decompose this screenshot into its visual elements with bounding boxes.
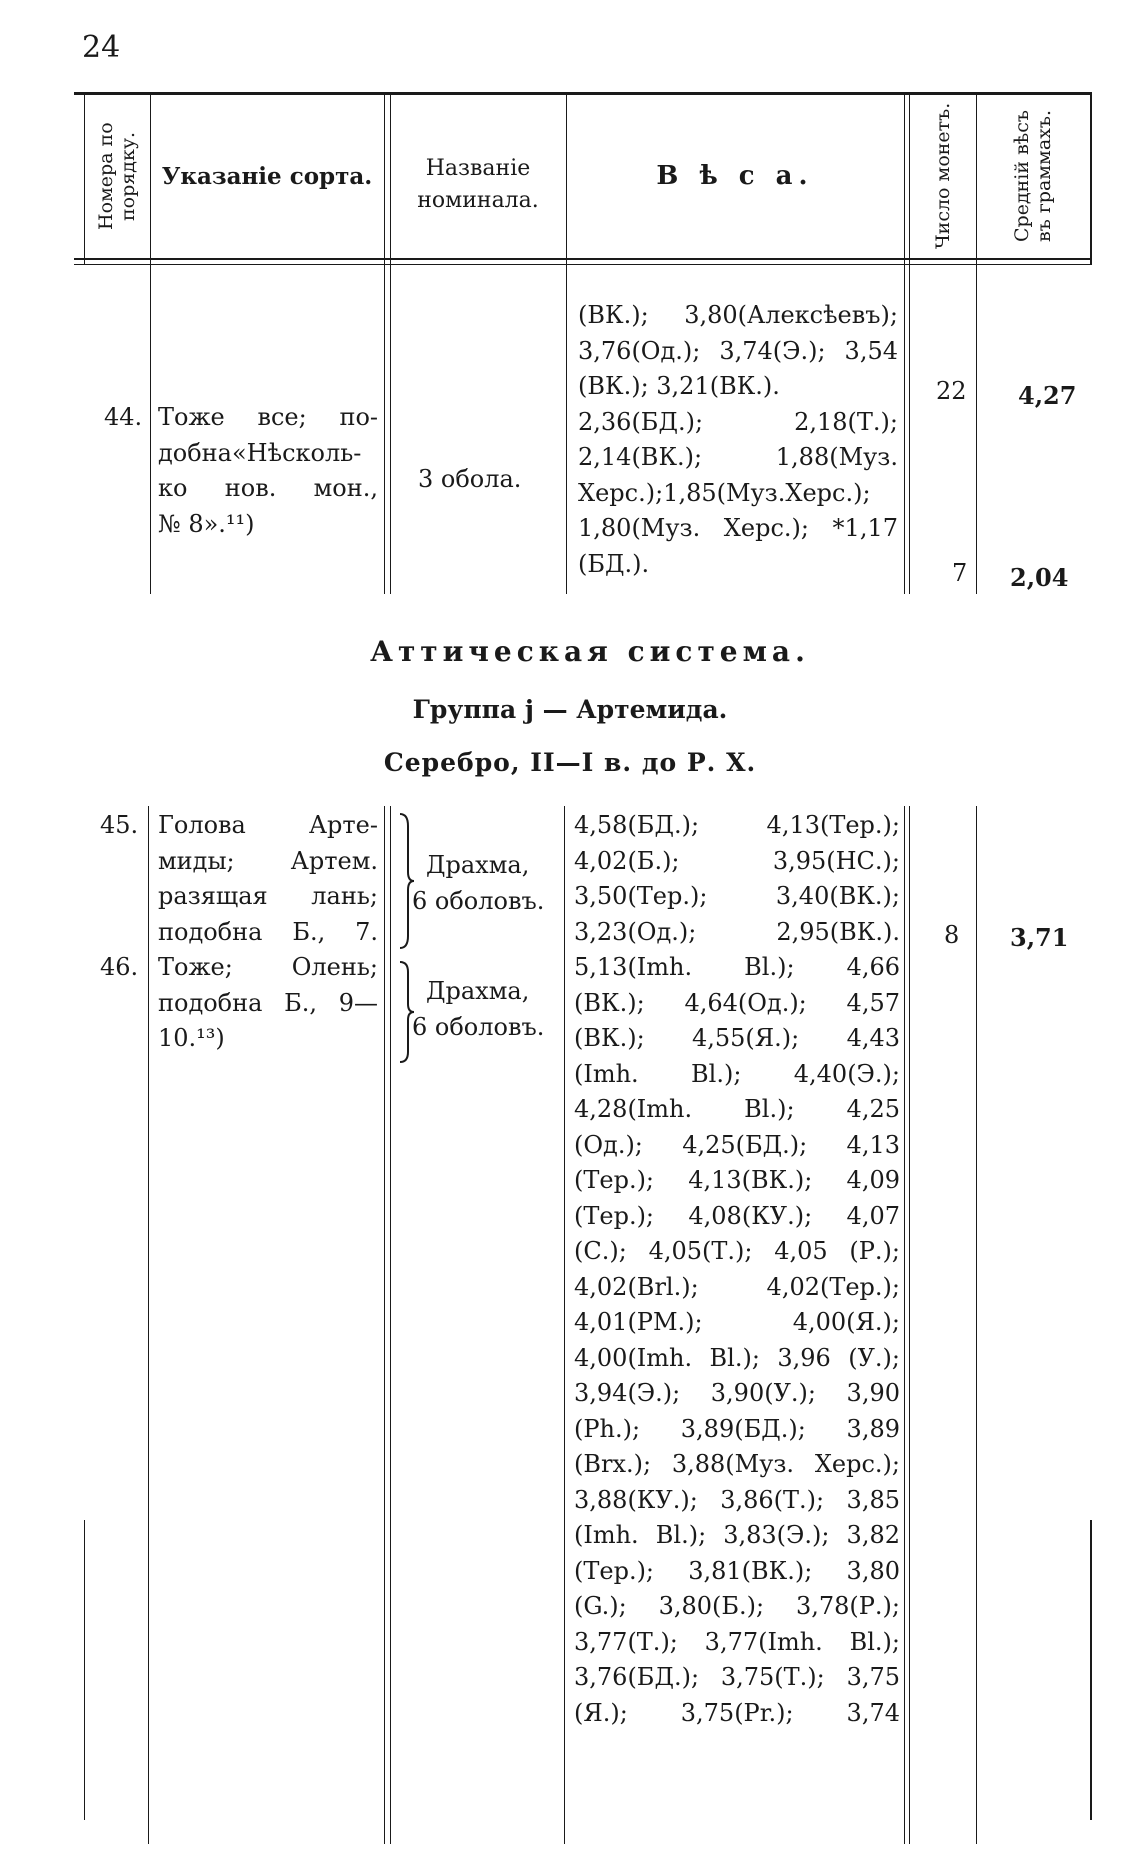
weight-line: (Тер.); 4,13(ВК.); 4,09	[574, 1166, 900, 1194]
weight-line: (БД.).	[578, 549, 650, 578]
weight-line: (Imh. Bl.); 3,83(Э.); 3,82	[574, 1521, 900, 1549]
row-45-number: 45.	[100, 811, 139, 839]
denomination-line: 6 оболовъ.	[412, 1012, 545, 1041]
table-left-rule-lower	[84, 1520, 85, 1820]
row-46-brace	[394, 960, 414, 1064]
row-45-sort-line: Голова Арте-	[158, 811, 378, 839]
row-45-sort-line: подобна Б., 7.	[158, 917, 378, 946]
page-number: 24	[82, 30, 121, 65]
weight-line: 4,58(БД.); 4,13(Тер.);	[574, 811, 900, 839]
weight-line: 1,80(Муз. Херс.); *1,17	[578, 514, 898, 542]
col-rule-1-lower	[148, 806, 149, 1844]
row-44-average-a: 4,27	[1018, 381, 1077, 410]
row-44-number: 44.	[104, 403, 143, 431]
col-rule-3	[566, 94, 567, 594]
weight-line: (ВК.); 3,80(Алексѣевъ);	[578, 301, 898, 329]
row-45-sort	[158, 808, 378, 950]
row-46-sort-line: Тоже; Олень;	[158, 953, 378, 981]
section-group-heading: Группа ϳ — Артемида.	[412, 695, 728, 724]
col-rule-2a	[384, 94, 385, 594]
col-rule-5-lower	[976, 806, 977, 1844]
row-44-sort-line: № 8».¹¹)	[158, 509, 255, 538]
header-bottom-rule	[74, 258, 1092, 260]
weight-line: 3,77(Т.); 3,77(Imh. Bl.);	[574, 1627, 900, 1656]
weight-line: 4,02(Б.); 3,95(НС.);	[574, 846, 900, 875]
row-46-sort-line: подобна Б., 9—	[158, 988, 378, 1017]
group-average: 3,71	[1010, 923, 1069, 952]
row-44-sort-line: Тоже все; по-	[158, 403, 378, 431]
weight-line: 3,50(Тер.); 3,40(ВК.);	[574, 882, 900, 910]
col-rule-2b	[390, 94, 391, 594]
row-45-sort-line: разящая лань;	[158, 882, 378, 910]
weight-line: (ВК.); 3,21(ВК.).	[578, 372, 780, 400]
denomination-line: Драхма,	[426, 977, 530, 1005]
row-44-sort	[158, 400, 378, 542]
row-44-sort-line: ко нов. мон.,	[158, 474, 378, 502]
table-top-rule	[74, 92, 1092, 95]
group-count: 8	[944, 921, 960, 949]
section-system-heading: Аттическая система.	[370, 635, 810, 668]
weight-line: (Imh. Bl.); 4,40(Э.);	[574, 1059, 900, 1088]
weight-line: 4,00(Imh. Bl.); 3,96 (У.);	[574, 1343, 900, 1372]
weight-line: 3,88(КУ.); 3,86(Т.); 3,85	[574, 1485, 900, 1514]
weight-line: 3,76(БД.); 3,75(Т.); 3,75	[574, 1663, 900, 1691]
row-46-number: 46.	[100, 953, 139, 981]
row-46-sort	[158, 950, 378, 1057]
row-45-brace	[394, 812, 414, 950]
weight-line: 4,01(РМ.); 4,00(Я.);	[574, 1308, 900, 1336]
col-rule-3-lower	[564, 806, 565, 1844]
weight-line: 3,23(Од.); 2,95(ВК.).	[574, 917, 900, 946]
col-rule-2a-lower	[384, 806, 385, 1844]
weight-line: Херс.);1,85(Муз.Херс.);	[578, 478, 871, 507]
row-44-denomination: 3 обола.	[418, 465, 522, 493]
weight-line: (Я.); 3,75(Pr.); 3,74	[574, 1698, 900, 1727]
row-46-sort-line: 10.¹³)	[158, 1024, 225, 1052]
row-44-weights	[578, 298, 898, 582]
weight-line: (Ph.); 3,89(БД.); 3,89	[574, 1414, 900, 1443]
table-right-rule-lower	[1090, 1520, 1092, 1820]
weight-line: (ВК.); 4,64(Од.); 4,57	[574, 988, 900, 1017]
weight-line: (С.); 4,05(Т.); 4,05 (Р.);	[574, 1237, 900, 1265]
row-44-count-b: 7	[952, 559, 968, 587]
weight-line: 3,76(Од.); 3,74(Э.); 3,54	[578, 336, 898, 365]
weight-line: (Тер.); 4,08(КУ.); 4,07	[574, 1201, 900, 1230]
weight-line: 2,36(БД.); 2,18(Т.);	[578, 407, 898, 436]
row-44-count-a: 22	[936, 377, 967, 405]
row-45-sort-line: миды; Артем.	[158, 846, 378, 875]
weight-line: 3,94(Э.); 3,90(У.); 3,90	[574, 1379, 900, 1407]
denomination-line: Драхма,	[426, 851, 530, 879]
weight-line: (Brx.); 3,88(Муз. Херс.);	[574, 1450, 900, 1478]
row-44-average-b: 2,04	[1010, 563, 1069, 592]
row-45-denomination	[412, 848, 544, 919]
col-rule-1	[150, 94, 151, 594]
row-44-sort-line: добна«Нѣсколь-	[158, 438, 362, 467]
table-left-rule	[84, 94, 85, 264]
weight-line: 5,13(Imh. Bl.); 4,66	[574, 953, 900, 981]
weight-line: (Тер.); 3,81(ВК.); 3,80	[574, 1556, 900, 1585]
section-metal-heading: Серебро, II—I в. до Р. Х.	[383, 748, 757, 777]
header-weights: В ѣ с а.	[656, 161, 814, 191]
weight-line: 4,02(Brl.); 4,02(Тер.);	[574, 1272, 900, 1301]
header-number: Номера по порядку.	[95, 122, 139, 230]
col-rule-4b-lower	[909, 806, 910, 1844]
weight-line: 4,28(Imh. Bl.); 4,25	[574, 1095, 900, 1123]
col-rule-4a-lower	[904, 806, 905, 1844]
row-46-denomination	[412, 974, 544, 1045]
header-bottom-rule-2	[74, 264, 1092, 265]
header-average-weight: Средній вѣсъ въ граммахъ.	[1011, 110, 1055, 242]
header-coin-count: Число монетъ.	[932, 102, 954, 250]
weight-line: (Од.); 4,25(БД.); 4,13	[574, 1130, 900, 1159]
header-sort: Указаніе сорта.	[161, 162, 373, 190]
col-rule-5	[976, 94, 977, 594]
table-right-rule	[1090, 94, 1092, 264]
col-rule-4b	[909, 94, 910, 594]
col-rule-2b-lower	[390, 806, 391, 1844]
group-weights	[574, 808, 900, 1731]
header-denomination: Названіе номинала.	[417, 156, 539, 213]
col-rule-4a	[904, 94, 905, 594]
denomination-line: 6 оболовъ.	[412, 886, 545, 915]
weight-line: (G.); 3,80(Б.); 3,78(Р.);	[574, 1592, 900, 1620]
weight-line: 2,14(ВК.); 1,88(Муз.	[578, 443, 898, 471]
weight-line: (ВК.); 4,55(Я.); 4,43	[574, 1024, 900, 1052]
